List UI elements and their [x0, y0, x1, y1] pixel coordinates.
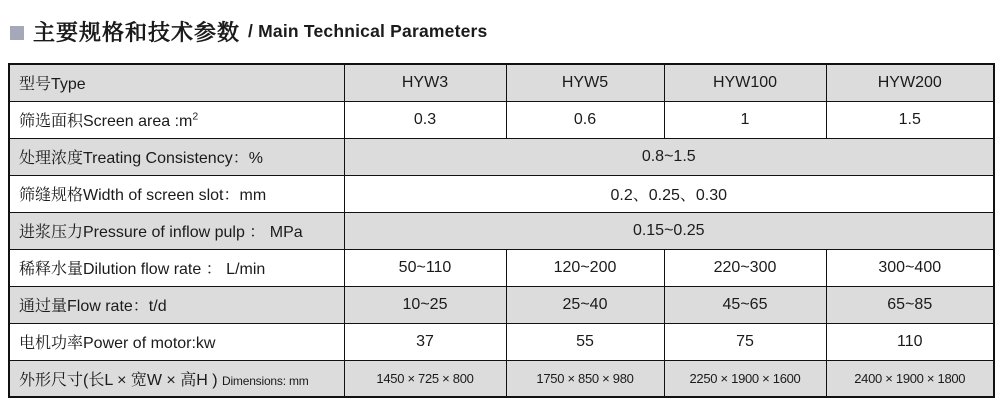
- cell-value: 110: [826, 323, 994, 360]
- cell-value-span: 0.8~1.5: [344, 138, 994, 175]
- row-label-model: 型号Type: [9, 64, 344, 101]
- cell-value: 2250 × 1900 × 1600: [664, 360, 826, 397]
- table-row-screen-area: [9, 101, 994, 138]
- cell-value: 45~65: [664, 286, 826, 323]
- cell-value: 220~300: [664, 249, 826, 286]
- row-label-subtext: Dimensions: mm: [222, 373, 309, 388]
- cell-value: 55: [506, 323, 664, 360]
- cell-value: 300~400: [826, 249, 994, 286]
- cell-value: 0.6: [506, 101, 664, 138]
- section-title: [10, 16, 488, 47]
- cell-value: 65~85: [826, 286, 994, 323]
- row-label-text: 筛选面积Screen area :m: [19, 113, 193, 130]
- model-name: HYW5: [506, 64, 664, 101]
- table-row-motor-power: [9, 323, 994, 360]
- parameters-table: [8, 63, 995, 398]
- cell-value: 1.5: [826, 101, 994, 138]
- row-label-dimensions: [9, 360, 344, 397]
- title-bullet-icon: [10, 26, 24, 40]
- cell-value: 75: [664, 323, 826, 360]
- model-name: HYW200: [826, 64, 994, 101]
- superscript: 2: [192, 110, 199, 123]
- table-row-dimensions: [9, 360, 994, 397]
- cell-value: 1750 × 850 × 980: [506, 360, 664, 397]
- table-row-dilution-flow: [9, 249, 994, 286]
- title-chinese: 主要规格和技术参数: [33, 20, 241, 45]
- row-label-flow-rate: 通过量Flow rate：t/d: [9, 286, 344, 323]
- cell-value: 1450 × 725 × 800: [344, 360, 506, 397]
- table-row-model: [9, 64, 994, 101]
- cell-value: 25~40: [506, 286, 664, 323]
- model-name: HYW3: [344, 64, 506, 101]
- cell-value: 120~200: [506, 249, 664, 286]
- row-label-consistency: 处理浓度Treating Consistency：%: [9, 138, 344, 175]
- cell-value: 50~110: [344, 249, 506, 286]
- table-row-consistency: [9, 138, 994, 175]
- row-label-screen-area: [9, 101, 344, 138]
- cell-value-span: 0.15~0.25: [344, 212, 994, 249]
- table-row-pulp-pressure: [9, 212, 994, 249]
- table-row-flow-rate: [9, 286, 994, 323]
- row-label-motor-power: 电机功率Power of motor:kw: [9, 323, 344, 360]
- row-label-pulp-pressure: 进浆压力Pressure of inflow pulp ： MPa: [9, 212, 344, 249]
- title-english: / Main Technical Parameters: [248, 21, 488, 41]
- cell-value-span: 0.2、0.25、0.30: [344, 175, 994, 212]
- model-name: HYW100: [664, 64, 826, 101]
- cell-value: 37: [344, 323, 506, 360]
- cell-value: 2400 × 1900 × 1800: [826, 360, 994, 397]
- row-label-text: 外形尺寸(长L × 宽W × 高H ): [19, 371, 218, 389]
- cell-value: 10~25: [344, 286, 506, 323]
- table-row-slot-width: [9, 175, 994, 212]
- row-label-dilution-flow: 稀释水量Dilution flow rate ： L/min: [9, 249, 344, 286]
- cell-value: 0.3: [344, 101, 506, 138]
- row-label-slot-width: 筛缝规格Width of screen slot：mm: [9, 175, 344, 212]
- cell-value: 1: [664, 101, 826, 138]
